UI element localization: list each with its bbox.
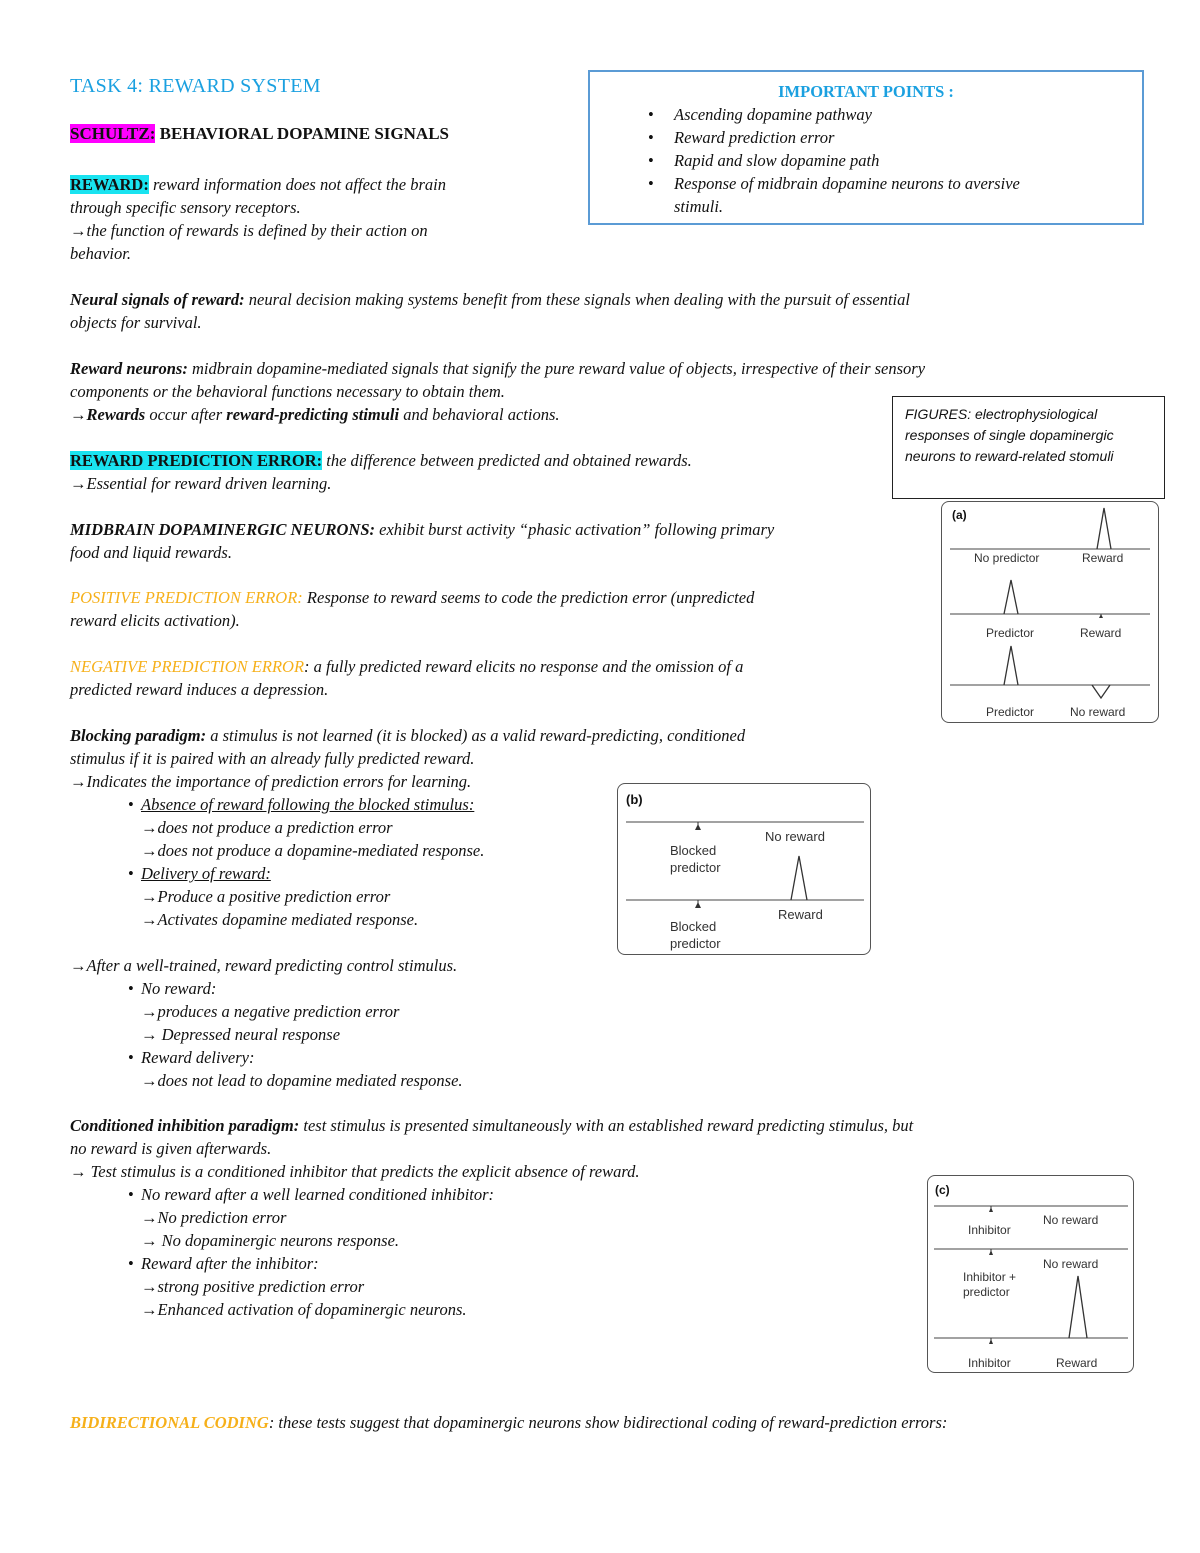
- figure-label: [963, 1270, 1016, 1300]
- ci-sub: →No prediction error: [141, 1208, 287, 1227]
- figure-label: No predictor: [974, 551, 1040, 565]
- npe-line: predicted reward induces a depression.: [70, 680, 329, 699]
- neurons-bold: reward-predicting stimuli: [226, 405, 400, 424]
- neural-line: neural decision making systems benefit from these signals when dealing with the pursuit of essential: [244, 290, 910, 309]
- neurons-text: and behavioral actions.: [399, 405, 560, 424]
- figure-label-line: predictor: [963, 1285, 1010, 1299]
- figures-caption: FIGURES: electrophysiological responses of single dopaminergic neurons to reward-related stomuli: [892, 396, 1165, 499]
- blocking-bullet: • Reward delivery:: [70, 1046, 930, 1069]
- ppe-section: [70, 586, 930, 632]
- bidir-section: [70, 1411, 1170, 1434]
- figure-c-drawing: [928, 1176, 1135, 1374]
- ppe-label: POSITIVE PREDICTION ERROR:: [70, 588, 303, 607]
- blocking-sub: →does not produce a prediction error: [141, 818, 393, 837]
- ci-sub: →Enhanced activation of dopaminergic neurons.: [141, 1300, 467, 1319]
- reward-section: [70, 173, 550, 265]
- blocking-sub: → Depressed neural response: [141, 1025, 341, 1044]
- npe-section: [70, 655, 930, 701]
- blocking-bullet-text: Absence of reward following the blocked stimulus:: [141, 795, 475, 814]
- blocking-label: Blocking paradigm:: [70, 726, 207, 745]
- figure-b-drawing: [618, 784, 872, 956]
- figure-label-line: Blocked: [670, 919, 717, 934]
- figure-label-line: Blocked: [670, 843, 717, 858]
- mdn-line: exhibit burst activity “phasic activation” following primary: [375, 520, 775, 539]
- bidir-text: : these tests suggest that dopaminergic neurons show bidirectional coding of reward-prediction errors:: [268, 1413, 948, 1432]
- neural-label: Neural signals of reward:: [70, 290, 245, 309]
- figure-label: Inhibitor: [968, 1223, 1011, 1237]
- schultz-heading: [70, 124, 449, 144]
- important-item: • Ascending dopamine pathway: [590, 103, 1142, 126]
- blocking-sub: →does not lead to dopamine mediated response.: [141, 1071, 463, 1090]
- figure-label-line: predictor: [670, 860, 721, 875]
- reward-line: reward information does not affect the brain: [148, 175, 446, 194]
- ci-label: Conditioned inhibition paradigm:: [70, 1116, 300, 1135]
- schultz-label: SCHULTZ:: [70, 124, 156, 143]
- mdn-line: food and liquid rewards.: [70, 543, 232, 562]
- blocking-bullet: • No reward:: [70, 977, 930, 1000]
- neurons-text: occur after: [145, 405, 227, 424]
- arrow: →: [70, 405, 87, 424]
- reward-line: →the function of rewards is defined by their action on: [70, 221, 428, 240]
- neurons-label: Reward neurons:: [70, 359, 188, 378]
- ci-sub: → No dopaminergic neurons response.: [141, 1231, 400, 1250]
- figure-a: [941, 501, 1159, 723]
- figure-label-line: predictor: [670, 936, 721, 951]
- figure-label: No reward: [1043, 1213, 1099, 1227]
- figure-b: [617, 783, 871, 955]
- blocking-after: →After a well-trained, reward predicting control stimulus.: [70, 956, 458, 975]
- rpe-line: →Essential for reward driven learning.: [70, 474, 332, 493]
- ci-bullet: • No reward after a well learned conditioned inhibitor:: [70, 1183, 1160, 1206]
- npe-label: NEGATIVE PREDICTION ERROR: [70, 657, 305, 676]
- figure-label: [670, 842, 721, 876]
- important-item: • Response of midbrain dopamine neurons to aversive: [590, 172, 1142, 195]
- blocking-line: →Indicates the importance of prediction errors for learning.: [70, 772, 472, 791]
- figure-label: [670, 918, 721, 952]
- figure-label: Inhibitor: [968, 1356, 1011, 1370]
- mdn-section: [70, 518, 910, 564]
- figure-label: Predictor: [986, 705, 1035, 719]
- figure-a-drawing: [942, 502, 1160, 724]
- rpe-label: REWARD PREDICTION ERROR:: [70, 451, 323, 470]
- bidir-label: BIDIRECTIONAL CODING: [70, 1413, 269, 1432]
- important-item-cont: stimuli.: [674, 197, 724, 216]
- important-item: • Reward prediction error: [590, 126, 1142, 149]
- important-points-title: IMPORTANT POINTS :: [778, 82, 954, 101]
- ci-sub: →strong positive prediction error: [141, 1277, 365, 1296]
- figure-label: Reward: [1080, 626, 1122, 640]
- figure-label: Reward: [778, 907, 823, 922]
- ci-line: test stimulus is presented simultaneously with an established reward predicting stimulus, but: [299, 1116, 914, 1135]
- figure-a-tag: (a): [952, 508, 967, 522]
- reward-label: REWARD:: [70, 175, 149, 194]
- mdn-label: MIDBRAIN DOPAMINERGIC NEURONS:: [70, 520, 376, 539]
- figure-c: [927, 1175, 1134, 1373]
- figure-label: Predictor: [986, 626, 1035, 640]
- ci-bullet: • Reward after the inhibitor:: [70, 1252, 1160, 1275]
- schultz-text: BEHAVIORAL DOPAMINE SIGNALS: [155, 124, 449, 143]
- ci-line: → Test stimulus is a conditioned inhibitor that predicts the explicit absence of reward.: [70, 1162, 640, 1181]
- figure-label: Reward: [1082, 551, 1124, 565]
- figure-label: No reward: [1043, 1257, 1099, 1271]
- neural-line: objects for survival.: [70, 313, 202, 332]
- reward-line: through specific sensory receptors.: [70, 198, 301, 217]
- figure-label: No reward: [1070, 705, 1126, 719]
- rpe-section: [70, 449, 870, 495]
- ci-line: no reward is given afterwards.: [70, 1139, 272, 1158]
- blocking-bullet-text: Delivery of reward:: [141, 864, 271, 883]
- blocking-sub: →Activates dopamine mediated response.: [141, 910, 419, 929]
- figure-label-line: Inhibitor +: [963, 1270, 1017, 1284]
- blocking-sub: →does not produce a dopamine-mediated response.: [141, 841, 485, 860]
- important-item: • Rapid and slow dopamine path: [590, 149, 1142, 172]
- neurons-bold: Rewards: [86, 405, 146, 424]
- figure-label: Reward: [1056, 1356, 1098, 1370]
- reward-line: behavior.: [70, 244, 131, 263]
- blocking-line: a stimulus is not learned (it is blocked) as a valid reward-predicting, conditioned: [206, 726, 746, 745]
- figure-label: No reward: [765, 829, 825, 844]
- blocking-sub: →Produce a positive prediction error: [141, 887, 391, 906]
- npe-line: : a fully predicted reward elicits no response and the omission of a: [304, 657, 744, 676]
- blocking-sub: →produces a negative prediction error: [141, 1002, 400, 1021]
- important-points-box: [588, 70, 1144, 225]
- figure-b-tag: (b): [626, 792, 643, 807]
- page-title: TASK 4: REWARD SYSTEM: [70, 75, 321, 97]
- ppe-line: reward elicits activation).: [70, 611, 240, 630]
- ppe-line: Response to reward seems to code the prediction error (unpredicted: [302, 588, 755, 607]
- blocking-line: stimulus if it is paired with an already fully predicted reward.: [70, 749, 475, 768]
- neural-signals-section: [70, 288, 1150, 334]
- neurons-line: components or the behavioral functions necessary to obtain them.: [70, 382, 505, 401]
- figure-c-tag: (c): [935, 1183, 950, 1197]
- rpe-line: the difference between predicted and obtained rewards.: [322, 451, 692, 470]
- neurons-line: midbrain dopamine-mediated signals that signify the pure reward value of objects, irrespective of their sensory: [187, 359, 926, 378]
